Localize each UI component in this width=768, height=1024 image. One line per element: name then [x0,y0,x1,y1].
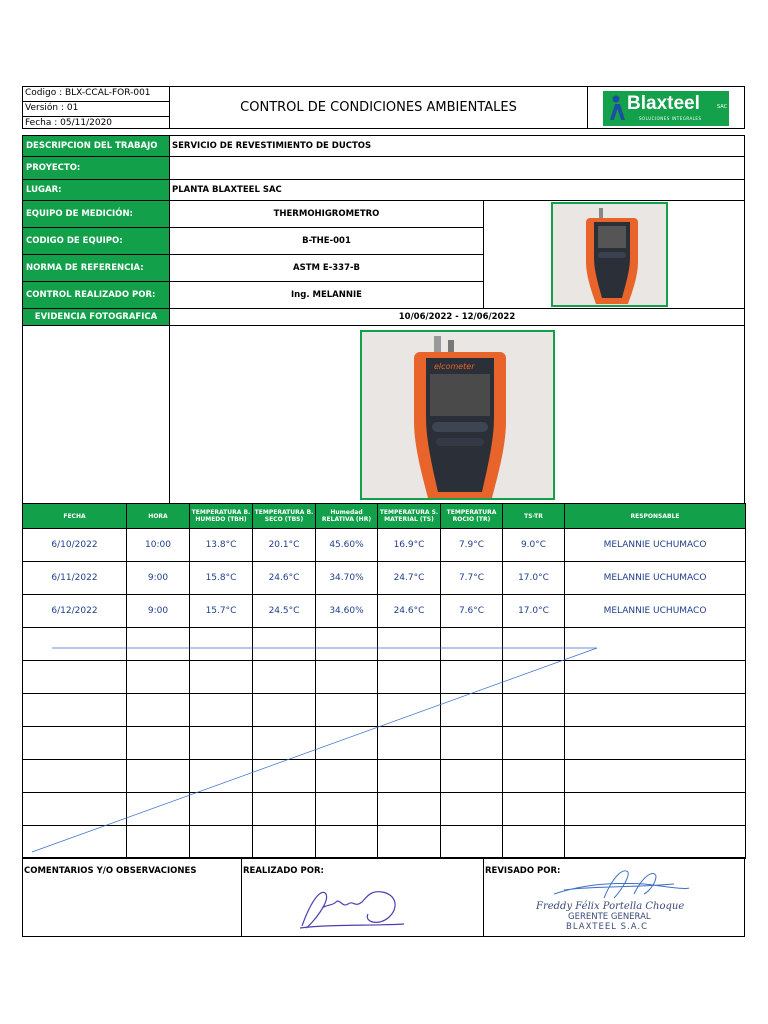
reviewer-company: BLAXTEEL S.A.C [566,922,649,932]
evidencia-dates: 10/06/2022 - 12/06/2022 [169,308,745,326]
table-cell: 7.7°C [441,562,503,595]
control-label: CONTROL REALIZADO POR: [22,281,170,309]
table-cell: 24.6°C [378,595,441,628]
device-brand: elcometer [434,362,475,371]
equipment-photo [551,202,668,307]
cancel-line [22,628,745,858]
table-cell: 7.6°C [441,595,503,628]
doc-version: Versión : 01 [23,102,169,117]
table-cell: 15.8°C [190,562,253,595]
table-cell: MELANNIE UCHUMACO [565,529,746,562]
realizado-cell [241,857,484,937]
header-code-block [22,86,170,129]
logo-subtitle: SOLUCIONES INTEGRALES [639,116,702,121]
revisado-cell [483,857,745,937]
comentarios-cell [22,857,242,937]
table-cell: 15.7°C [190,595,253,628]
table-header-cell: TEMPERATURA B. SECO (TBS) [253,504,316,529]
table-cell: MELANNIE UCHUMACO [565,562,746,595]
table-cell: 10:00 [127,529,190,562]
reviewer-role: GERENTE GENERAL [568,912,651,922]
table-header-cell: TEMPERATURA B. HUMEDO (TBH) [190,504,253,529]
page-title [169,86,588,129]
table-cell: 6/12/2022 [23,595,127,628]
logo-sac: SAC [717,104,728,110]
table-cell: 9:00 [127,562,190,595]
table-cell: 45.60% [316,529,378,562]
table-header-cell: HORA [127,504,190,529]
comentarios-label: COMENTARIOS Y/O OBSERVACIONES [24,866,197,876]
table-cell: 34.70% [316,562,378,595]
evidencia-label: EVIDENCIA FOTOGRAFICA [22,308,170,326]
equipment-photo-cell [483,200,745,309]
norma-value: ASTM E-337-B [169,254,484,282]
page-title-text: CONTROL DE CONDICIONES AMBIENTALES [240,100,517,115]
table-cell: 9.0°C [503,529,565,562]
reviewer-name: Freddy Félix Portella Choque [536,901,685,912]
table-cell: MELANNIE UCHUMACO [565,595,746,628]
control-value: Ing. MELANNIE [169,281,484,309]
table-header-cell: Humedad RELATIVA (HR) [316,504,378,529]
table-cell: 7.9°C [441,529,503,562]
table-header-cell: TS-TR [503,504,565,529]
photo-area-left [22,325,170,504]
table-cell: 34.60% [316,595,378,628]
lugar-label: LUGAR: [22,179,170,201]
table-cell: 17.0°C [503,562,565,595]
descripcion-label: DESCRIPCION DEL TRABAJO [22,135,170,157]
photo-area-main [169,325,745,504]
table-cell: 17.0°C [503,595,565,628]
codigo-equipo-value: B-THE-001 [169,227,484,255]
table-header-cell: TEMPERATURA S. MATERIAL (TS) [378,504,441,529]
codigo-equipo-label: CODIGO DE EQUIPO: [22,227,170,255]
table-cell: 16.9°C [378,529,441,562]
table-cell: 24.6°C [253,562,316,595]
table-cell: 6/10/2022 [23,529,127,562]
thermohygrometer-icon [586,208,638,304]
norma-label: NORMA DE REFERENCIA: [22,254,170,282]
proyecto-label: PROYECTO: [22,156,170,180]
evidence-photo [360,330,555,500]
table-cell: 20.1°C [253,529,316,562]
equipo-label: EQUIPO DE MEDICIÓN: [22,200,170,228]
signature-revisado [544,864,694,904]
table-header-cell: FECHA [23,504,127,529]
equipo-value: THERMOHIGROMETRO [169,200,484,228]
realizado-label: REALIZADO POR: [243,866,324,876]
table-header-cell: RESPONSABLE [565,504,746,529]
table-cell: 13.8°C [190,529,253,562]
signature-realizado [292,878,412,936]
blaxteel-logo [603,91,729,126]
table-header-cell: TEMPERATURA ROCIO (TR) [441,504,503,529]
logo-text: Blaxteel [627,93,700,114]
table-cell: 6/11/2022 [23,562,127,595]
logo-cell [587,86,745,129]
revisado-label: REVISADO POR: [485,866,561,876]
logo-figure-icon [606,94,628,122]
doc-date: Fecha : 05/11/2020 [25,118,113,128]
doc-code: Codigo : BLX-CCAL-FOR-001 [23,87,169,102]
table-cell: 9:00 [127,595,190,628]
table-row [23,529,746,562]
elcometer-device-icon [414,336,506,498]
lugar-value: PLANTA BLAXTEEL SAC [169,179,745,201]
table-cell: 24.5°C [253,595,316,628]
table-header-row [23,504,746,529]
table-row [23,595,746,628]
table-cell: 24.7°C [378,562,441,595]
table-row [23,562,746,595]
proyecto-value [169,156,745,180]
descripcion-value: SERVICIO DE REVESTIMIENTO DE DUCTOS [169,135,745,157]
